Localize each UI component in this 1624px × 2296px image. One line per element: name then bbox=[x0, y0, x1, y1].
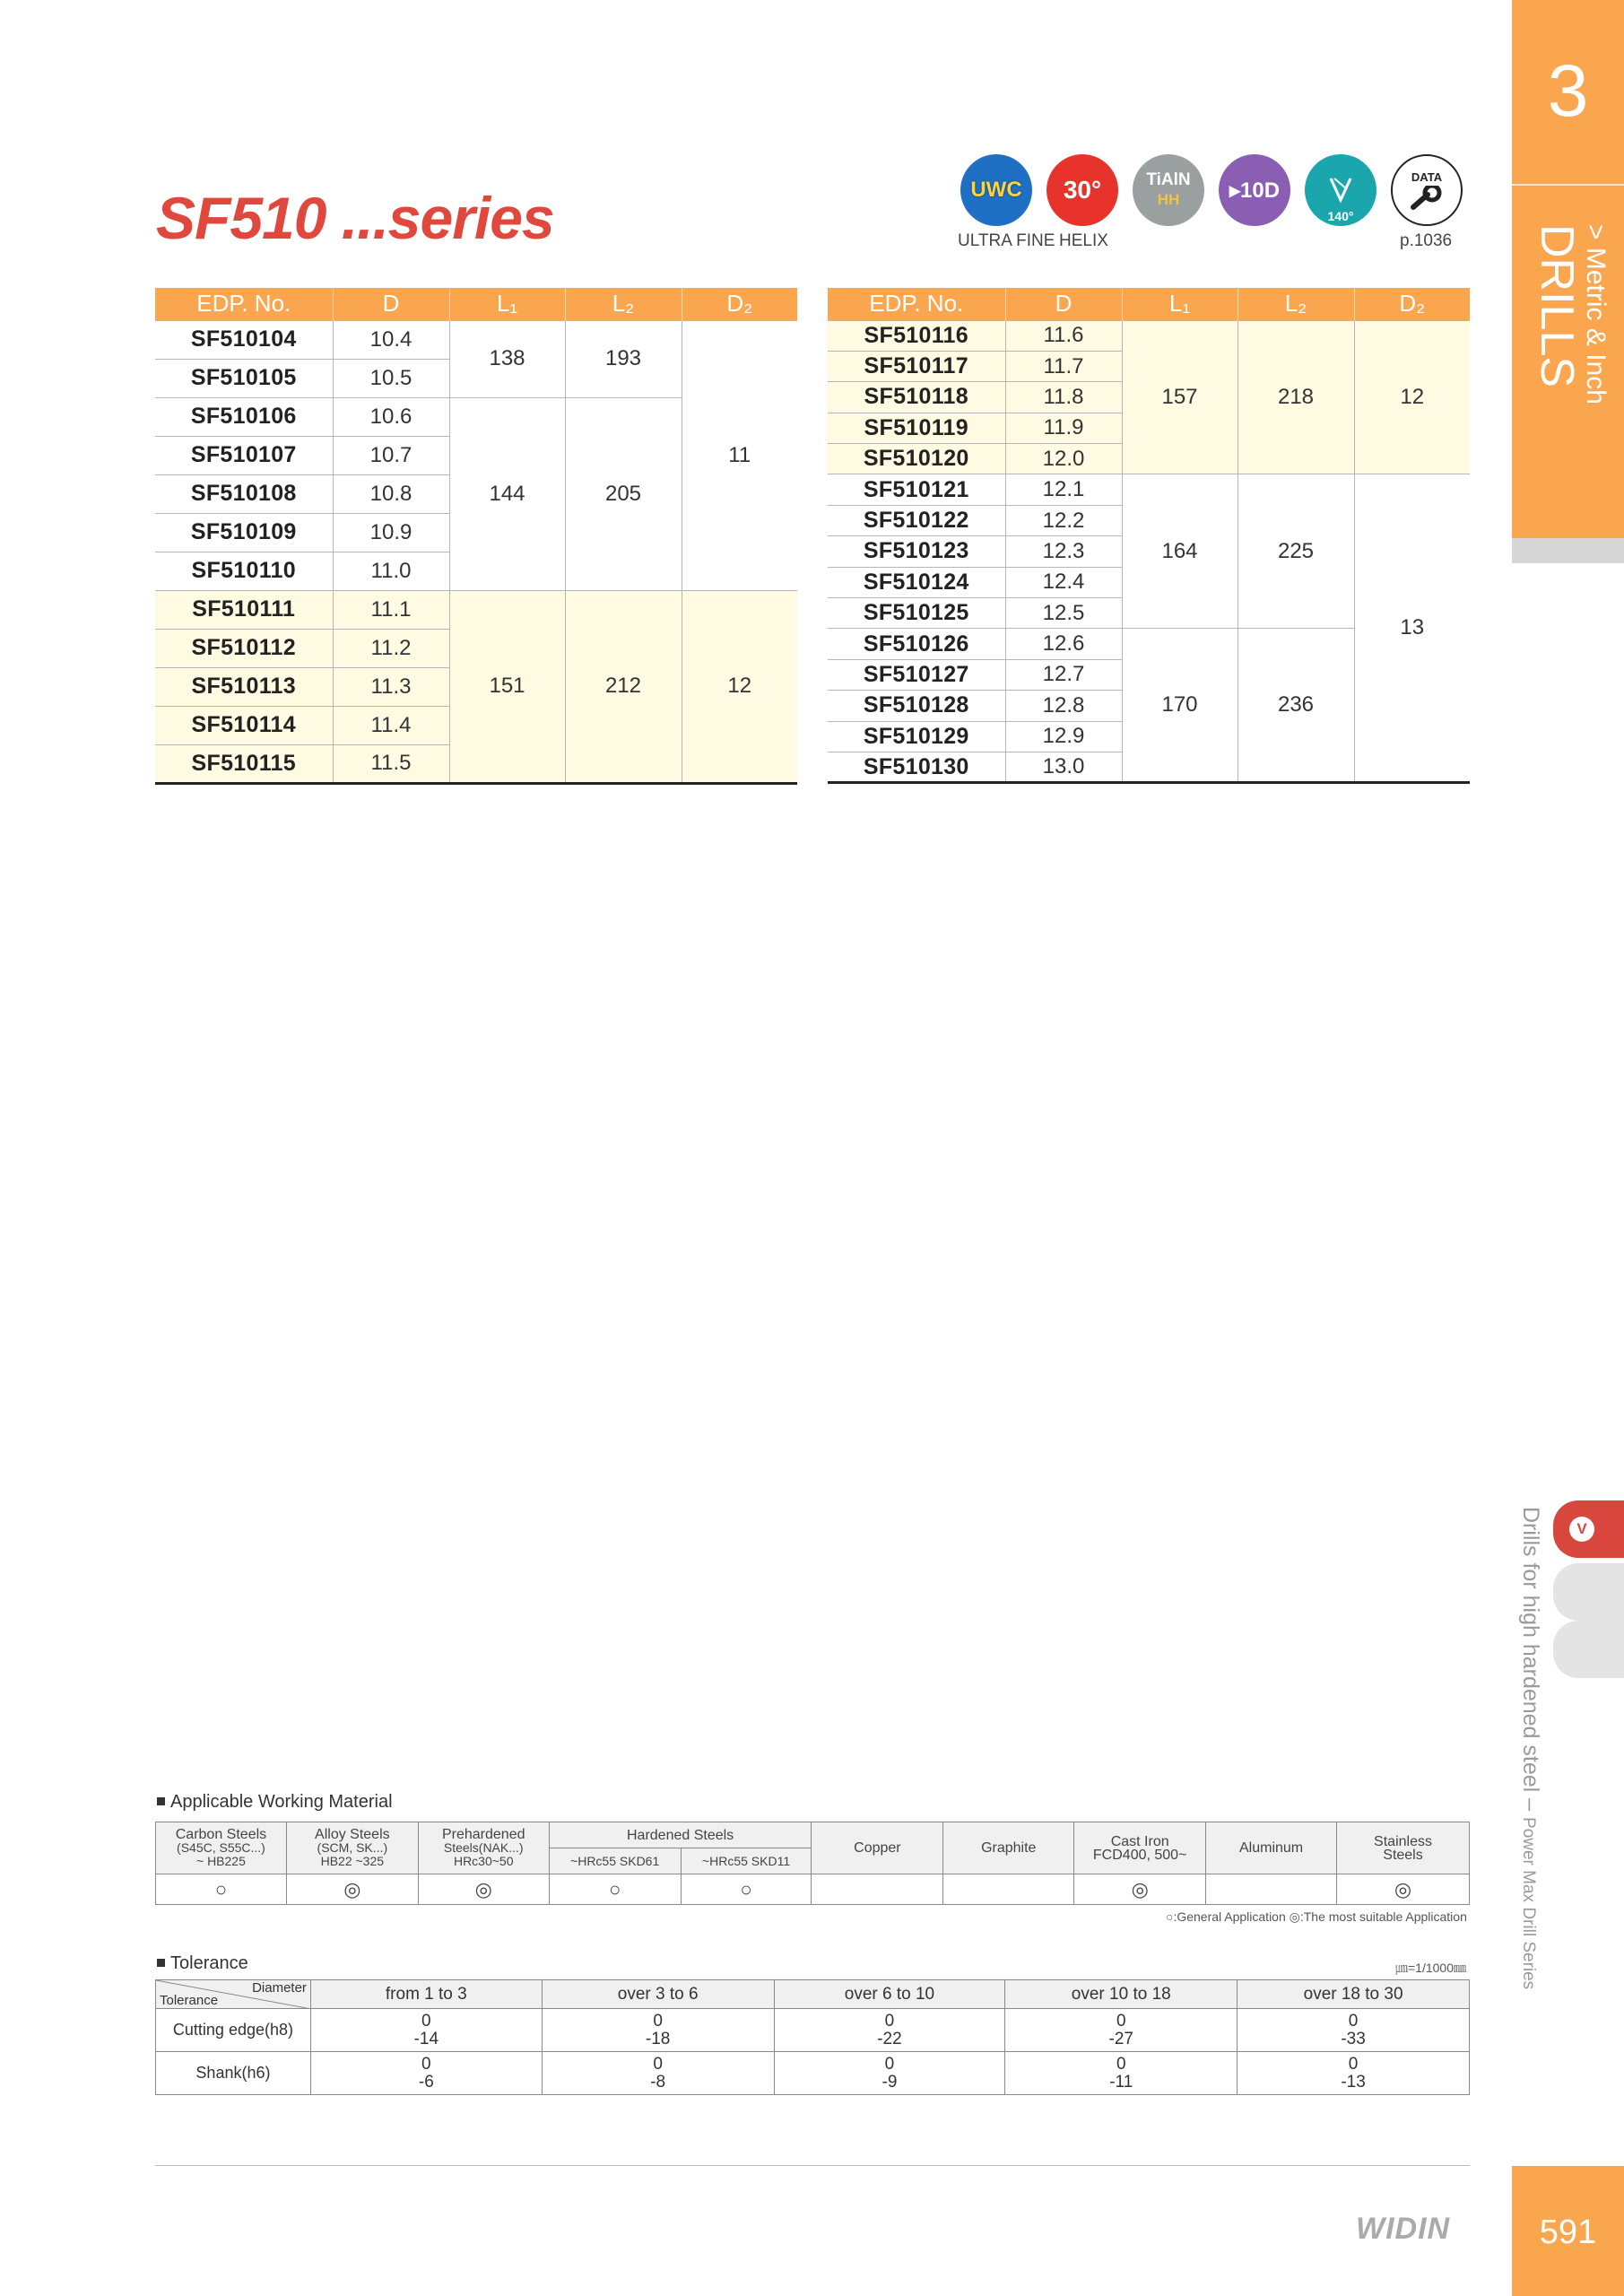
drill-point-icon bbox=[1325, 177, 1356, 204]
helix-30-icon: 30° bbox=[1046, 154, 1118, 226]
uwc-caption: ULTRA FINE bbox=[958, 231, 1055, 250]
tolerance-unit: ㎛=1/1000㎜ bbox=[1395, 1961, 1466, 1975]
col-d2: D₂ bbox=[682, 288, 797, 320]
suitability-mark: ○ bbox=[549, 1874, 681, 1905]
footer-divider bbox=[155, 2165, 1470, 2166]
material-stainless: Stainless Steels bbox=[1337, 1822, 1470, 1874]
col-d: D bbox=[333, 288, 449, 320]
table-row: SF510121 12.1 164 225 13 bbox=[828, 474, 1470, 505]
l1-cell: 151 bbox=[449, 590, 565, 783]
l2-cell: 236 bbox=[1238, 629, 1354, 783]
table-row: SF510127 12.7 bbox=[828, 659, 1470, 690]
table-row: SF510105 10.5 bbox=[155, 359, 797, 397]
series-tab-2[interactable] bbox=[1553, 1563, 1624, 1621]
material-copper: Copper bbox=[812, 1822, 943, 1874]
tolerance-value: 0 -22 bbox=[774, 2009, 1005, 2052]
l1-cell: 138 bbox=[449, 320, 565, 397]
d2-cell: 13 bbox=[1354, 474, 1470, 783]
length-10d-icon: ▸10D bbox=[1219, 154, 1290, 226]
col-d: D bbox=[1005, 288, 1122, 320]
table-row: SF510110 11.0 bbox=[155, 552, 797, 590]
table-row: SF510124 12.4 bbox=[828, 567, 1470, 597]
row-label: Shank(h6) bbox=[156, 2052, 311, 2095]
tolerance-heading: Tolerance bbox=[157, 1953, 248, 1974]
col-l1: L₁ bbox=[449, 288, 565, 320]
col-l2: L₂ bbox=[1238, 288, 1354, 320]
wrench-icon bbox=[1410, 186, 1444, 211]
col-edp: EDP. No. bbox=[828, 288, 1005, 320]
category-sub: > Metric & Inch bbox=[1581, 224, 1611, 404]
table-row: SF510130 13.0 bbox=[828, 752, 1470, 782]
series-tab-active[interactable] bbox=[1553, 1500, 1624, 1558]
bullet-square-icon bbox=[157, 1959, 165, 1967]
tolerance-value: 0 -8 bbox=[542, 2052, 774, 2095]
data-wrench-icon[interactable]: DATA bbox=[1391, 154, 1463, 226]
l2-cell: 205 bbox=[565, 397, 682, 590]
table-row: SF510120 12.0 bbox=[828, 444, 1470, 474]
suitability-mark: ◎ bbox=[418, 1874, 549, 1905]
l1-cell: 144 bbox=[449, 397, 565, 590]
tolerance-value: 0 -11 bbox=[1005, 2052, 1238, 2095]
series-small: Power Max Drill Series bbox=[1519, 1817, 1538, 1990]
product-table-left bbox=[155, 288, 797, 785]
category-label bbox=[1524, 224, 1614, 404]
col-l2: L₂ bbox=[565, 288, 682, 320]
material-hrc55-skd61: ~HRc55 SKD61 bbox=[549, 1848, 681, 1874]
suitability-mark: ◎ bbox=[1074, 1874, 1206, 1905]
l2-cell: 212 bbox=[565, 590, 682, 783]
table-row: SF510118 11.8 bbox=[828, 382, 1470, 413]
l2-cell: 193 bbox=[565, 320, 682, 397]
materials-legend: ○:General Application ◎:The most suitable Application bbox=[1166, 1909, 1467, 1924]
material-cast-iron: Cast Iron FCD400, 500~ bbox=[1074, 1822, 1206, 1874]
range-header: over 10 to 18 bbox=[1005, 1980, 1238, 2009]
uwc-icon: UWC bbox=[960, 154, 1032, 226]
table-row: SF510107 10.7 bbox=[155, 436, 797, 474]
d2-cell: 11 bbox=[682, 320, 797, 590]
table-header-row bbox=[828, 288, 1470, 320]
table-header-row bbox=[155, 288, 797, 320]
tolerance-value: 0 -27 bbox=[1005, 2009, 1238, 2052]
l1-cell: 157 bbox=[1122, 320, 1238, 474]
material-carbon-steels: Carbon Steels (S45C, S55C...) ~ HB225 bbox=[156, 1822, 287, 1874]
range-header: over 18 to 30 bbox=[1238, 1980, 1470, 2009]
material-alloy-steels: Alloy Steels (SCM, SK...) HB22 ~325 bbox=[286, 1822, 418, 1874]
widin-logo: WIDIN bbox=[1356, 2212, 1451, 2246]
table-row: SF510113 11.3 bbox=[155, 667, 797, 706]
sidebar-gray-tab bbox=[1512, 538, 1624, 563]
tolerance-header-row bbox=[156, 1980, 1470, 2009]
materials-symbol-row bbox=[156, 1874, 1470, 1905]
materials-heading: Applicable Working Material bbox=[157, 1792, 393, 1813]
table-row: SF510126 12.6 170 236 bbox=[828, 629, 1470, 659]
col-l1: L₁ bbox=[1122, 288, 1238, 320]
range-header: from 1 to 3 bbox=[310, 1980, 542, 2009]
tolerance-value: 0 -14 bbox=[310, 2009, 542, 2052]
material-hrc55-skd11: ~HRc55 SKD11 bbox=[681, 1848, 812, 1874]
row-label: Cutting edge(h8) bbox=[156, 2009, 311, 2052]
helix-caption: HELIX bbox=[1059, 231, 1108, 250]
table-row: SF510115 11.5 bbox=[155, 744, 797, 783]
tolerance-row-cutting-edge bbox=[156, 2009, 1470, 2052]
l1-cell: 170 bbox=[1122, 629, 1238, 783]
material-prehardened: Prehardened Steels(NAK...) HRc30~50 bbox=[418, 1822, 549, 1874]
table-row: SF510104 10.4 138 193 11 bbox=[155, 320, 797, 359]
tolerance-value: 0 -18 bbox=[542, 2009, 774, 2052]
range-header: over 6 to 10 bbox=[774, 1980, 1005, 2009]
range-header: over 3 to 6 bbox=[542, 1980, 774, 2009]
tialn-coating-icon: TiAlN HH bbox=[1133, 154, 1204, 226]
d2-cell: 12 bbox=[682, 590, 797, 783]
table-row: SF510119 11.9 bbox=[828, 413, 1470, 443]
col-edp: EDP. No. bbox=[155, 288, 333, 320]
suitability-mark: ○ bbox=[681, 1874, 812, 1905]
tolerance-corner-cell: Diameter Tolerance bbox=[156, 1980, 311, 2009]
series-dash: – bbox=[1518, 1792, 1543, 1818]
material-aluminum: Aluminum bbox=[1206, 1822, 1337, 1874]
check-icon: V bbox=[1569, 1517, 1594, 1542]
tolerance-row-shank bbox=[156, 2052, 1470, 2095]
tolerance-table bbox=[155, 1979, 1470, 2095]
tolerance-value: 0 -13 bbox=[1238, 2052, 1470, 2095]
col-d2: D₂ bbox=[1354, 288, 1470, 320]
suitability-mark bbox=[943, 1874, 1074, 1905]
series-vertical-label bbox=[1511, 1507, 1547, 2009]
suitability-mark: ◎ bbox=[286, 1874, 418, 1905]
table-row: SF510109 10.9 bbox=[155, 513, 797, 552]
table-row: SF510123 12.3 bbox=[828, 536, 1470, 567]
tolerance-value: 0 -9 bbox=[774, 2052, 1005, 2095]
product-table-right bbox=[828, 288, 1470, 784]
page-title: SF510 ...series bbox=[156, 185, 554, 251]
material-hardened-steels: Hardened Steels bbox=[549, 1822, 812, 1848]
series-text: Drills for high hardened steel bbox=[1518, 1507, 1543, 1793]
table-row: SF510125 12.5 bbox=[828, 598, 1470, 629]
series-tab-3[interactable] bbox=[1553, 1621, 1624, 1678]
table-row: SF510117 11.7 bbox=[828, 351, 1470, 381]
table-row: SF510116 11.6 157 218 12 bbox=[828, 320, 1470, 351]
materials-table bbox=[155, 1822, 1470, 1905]
suitability-mark bbox=[1206, 1874, 1337, 1905]
d2-cell: 12 bbox=[1354, 320, 1470, 474]
suitability-mark bbox=[812, 1874, 943, 1905]
tolerance-value: 0 -33 bbox=[1238, 2009, 1470, 2052]
point-angle-icon: 140° bbox=[1305, 154, 1376, 226]
table-row: SF510106 10.6 144 205 bbox=[155, 397, 797, 436]
suitability-mark: ◎ bbox=[1337, 1874, 1470, 1905]
l1-cell: 164 bbox=[1122, 474, 1238, 629]
chapter-number: 3 bbox=[1547, 50, 1589, 132]
table-row: SF510108 10.8 bbox=[155, 474, 797, 513]
bullet-square-icon bbox=[157, 1797, 165, 1805]
l2-cell: 225 bbox=[1238, 474, 1354, 629]
table-row: SF510111 11.1 151 212 12 bbox=[155, 590, 797, 629]
table-row: SF510112 11.2 bbox=[155, 629, 797, 667]
materials-header-row bbox=[156, 1822, 1470, 1848]
l2-cell: 218 bbox=[1238, 320, 1354, 474]
page-number: 591 bbox=[1539, 2213, 1597, 2251]
category-main: DRILLS bbox=[1531, 224, 1583, 388]
data-page-ref[interactable]: p.1036 bbox=[1400, 231, 1453, 250]
table-row: SF510122 12.2 bbox=[828, 505, 1470, 535]
suitability-mark: ○ bbox=[156, 1874, 287, 1905]
table-row: SF510114 11.4 bbox=[155, 706, 797, 744]
tolerance-value: 0 -6 bbox=[310, 2052, 542, 2095]
material-graphite: Graphite bbox=[943, 1822, 1074, 1874]
table-row: SF510129 12.9 bbox=[828, 721, 1470, 752]
table-row: SF510128 12.8 bbox=[828, 691, 1470, 721]
sidebar-divider bbox=[1512, 184, 1624, 186]
